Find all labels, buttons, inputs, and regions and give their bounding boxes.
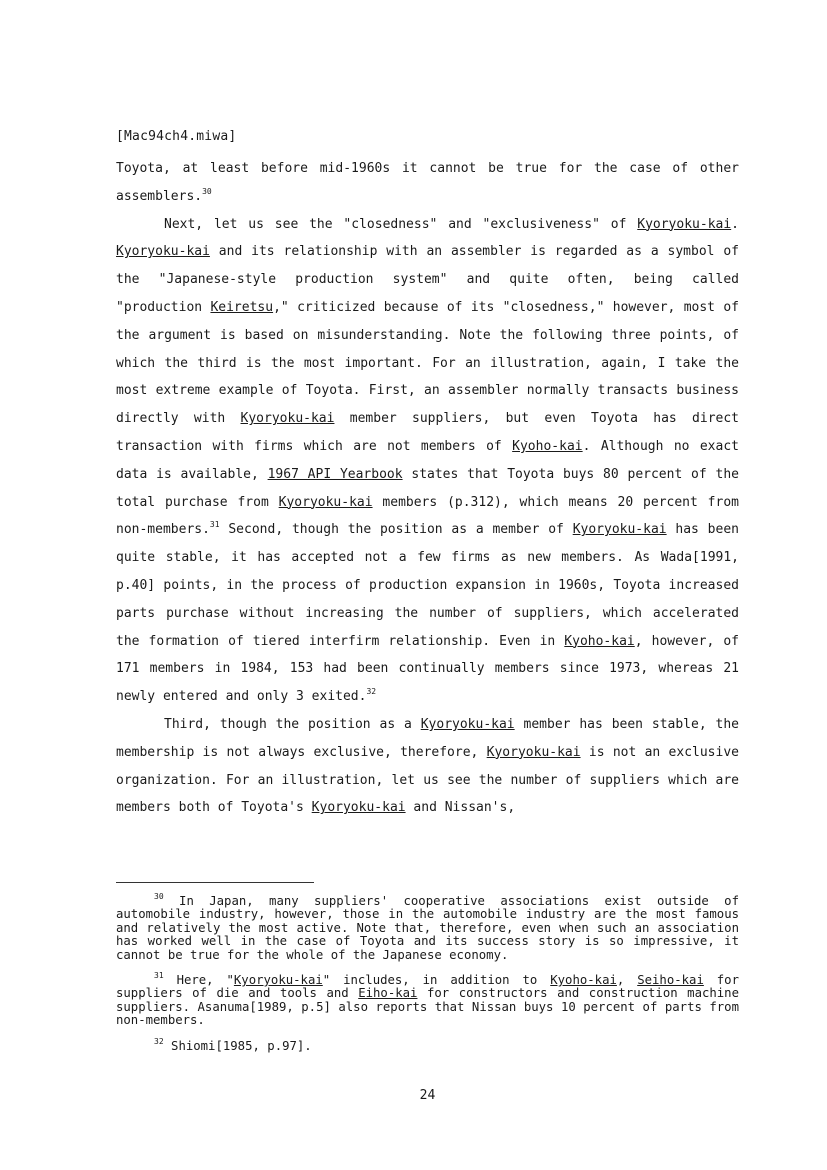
term-eiho-kai: Eiho-kai [358,986,418,1001]
footnote-ref-32[interactable]: 32 [366,687,377,697]
footnotes [116,892,739,1065]
paragraph-3: Third, though the position as a Kyoryoku-kai member has been stable, the membership is not always exclusive, therefore, Kyoryoku-kai is not an exclusive organization. For an illustration, let us see the number of suppliers which are members both of Toyota's Kyoryoku-kai and Nissan's, [116,716,740,816]
footnote-32: $^{32}$ Shiomi[1985, p.97]. [154,1036,312,1053]
paragraph-1: Toyota, at least before mid-1960s it cannot be true for the case of other assemblers.$^{30}$ [116,161,739,204]
paragraph-2: Next, let us see the "closedness" and "exclusiveness" of Kyoryoku-kai. Kyoryoku-kai and its relationship with an assembler is regarded as a symbol of the "Japanese-style production system" and quite often, being called "production Keiretsu," criticized because of its "closedness," however, most of the argument is based on misunderstanding. Note the following three points, of which the third is the most important. For an illustration, again, I take the most extreme example of Toyota. First, an assembler normally transacts business directly with Kyoryoku-kai member suppliers, but even Toyota has direct transaction with firms which are not members of Kyoho-kai. Although no exact data is available, 1967 API Yearbook states that Toyota buys 80 percent of the total purchase from Kyoryoku-kai members (p.312), which means 20 percent from non-members.$^{31}$ Second, though the position as a member of Kyoryoku-kai has been quite stable, it has accepted not a few firms as new members. As Wada[1991, p.40] points, in the process of production expansion in 1960s, Toyota increased parts purchase without increasing the number of suppliers, which accelerated the formation of tiered interfirm relationship. Even in Kyoho-kai, however, of 171 members in 1984, 153 had been continually members since 1973, whereas 21 newly entered and only 3 exited.$^{32}$ [116,216,740,705]
term-kyoryoku-kai: Kyoryoku-kai [572,522,667,538]
term-kyoryoku-kai: Kyoryoku-kai [420,716,515,732]
footnote-31: $^{31}$ Here, "Kyoryoku-kai" includes, in addition to Kyoho-kai, Seiho-kai for suppliers of die and tools and Eiho-kai for constructors and construction machine suppliers. Asanuma[1989, p.5] also reports that Nissan buys 10 percent of parts from non-members. [116,971,739,1028]
term-seiho-kai: Seiho-kai [637,973,704,988]
term-kyoryoku-kai: Kyoryoku-kai [233,973,323,988]
footnote-30: $^{30}$ In Japan, many suppliers' cooperative associations exist outside of automobile industry, however, those in the automobile industry are the most famous and relatively the most active. Note that, therefore, even when such an association has worked well in the case of Toyota and its success story is so impressive, it cannot be true for the whole of the Japanese economy. [116,892,739,962]
footnote-divider [116,882,314,883]
term-kyoho-kai: Kyoho-kai [550,973,617,988]
footnote-ref-31[interactable]: 31 [209,520,220,530]
term-kyoryoku-kai: Kyoryoku-kai [278,494,373,510]
term-kyoryoku-kai: Kyoryoku-kai [311,800,406,816]
term-kyoryoku-kai: Kyoryoku-kai [486,744,581,760]
term-keiretsu: Keiretsu [210,299,274,315]
document-file-label: [Mac94ch4.miwa] [116,129,237,144]
page-number: 24 [419,1088,436,1103]
term-kyoryoku-kai: Kyoryoku-kai [637,216,732,232]
term-kyoho-kai: Kyoho-kai [512,438,583,454]
term-kyoryoku-kai: Kyoryoku-kai [116,244,210,260]
citation-api-yearbook: 1967 API Yearbook [267,466,403,482]
footnote-ref-30[interactable]: 30 [202,186,212,196]
body-text [116,155,739,822]
term-kyoryoku-kai: Kyoryoku-kai [240,411,335,427]
term-kyoho-kai: Kyoho-kai [564,633,635,649]
